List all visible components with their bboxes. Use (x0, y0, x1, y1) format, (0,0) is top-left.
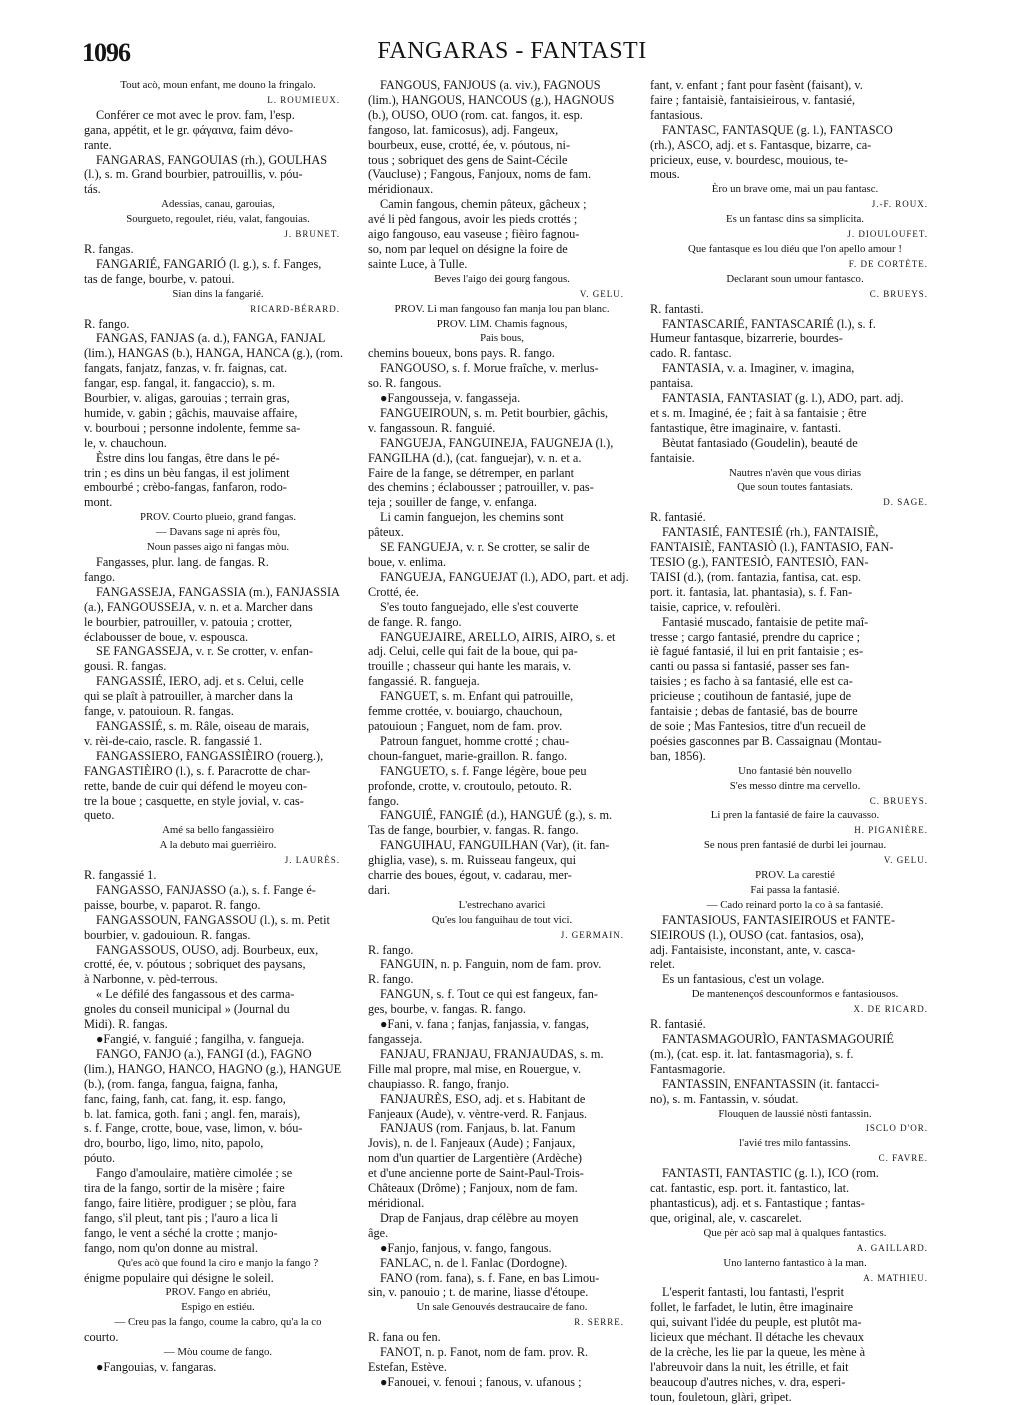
entry-text-line: fangats, fanjatz, fanzas, v. fr. faignas, cat. (84, 361, 288, 376)
entry-text-line: FANJAU, FRANJAU, FRANJAUDAS, s. m. (380, 1046, 604, 1061)
entry-text-line: fanc, faing, fanh, cat. fang, it. esp. fango, (84, 1091, 286, 1106)
entry-text-line: de fange. R. fango. (368, 614, 462, 629)
entry-text-line: boue, v. enlima. (368, 555, 447, 569)
entry-text-line: relet. (650, 957, 675, 972)
attribution-line: F. DE CORTÈTE. (848, 258, 928, 269)
entry-text-line: tás. (84, 182, 101, 197)
entry-text-line: v. fangassoun. R. fanguié. (368, 420, 496, 435)
quotation-line: PROV. LIM. Chamis fagnous, (436, 317, 568, 330)
entry-text-line: R. fangassié 1. (84, 868, 157, 883)
entry-text-line: que, original, ale, v. cascarelet. (650, 1210, 802, 1225)
entry-text-line: patouioun ; Fanguet, nom de fam. prov. (368, 718, 563, 733)
entry-text-line: FANGUETO, s. f. Fange légère, boue peu (380, 763, 587, 778)
entry-text-line: fangassié. R. fangueja. (368, 674, 480, 689)
entry-text-line: embourbé ; crèbo-fangas, fanfaron, rodo- (84, 480, 287, 495)
entry-text-line: paisse, bourbe, v. paparot. R. fango. (84, 897, 261, 912)
quotation-line: Nautres n'avèn que vous dirias (728, 466, 862, 479)
quotation-line: Que fantasque es lou diéu que l'on apello amour ! (688, 242, 902, 255)
entry-text-line: FANGASSOUN, FANGASSOU (l.), s. m. Petit (96, 912, 330, 927)
attribution-line: J.-F. ROUX. (871, 199, 928, 210)
entry-text-line: choun-fanguet, marie-graillon. R. fango. (368, 748, 568, 763)
entry-text-line: tas de fange, bourbe, v. patoui. (84, 271, 235, 286)
entry-text-line: le bourbier, patrouiller, v. patouia ; crotter, (84, 614, 293, 629)
entry-text-line: fango, faire litière, prodiguer ; se plòu, fara (84, 1195, 297, 1210)
entry-text-line: profonde, crotte, v. croutoulo, petouto. R. (368, 778, 572, 793)
attribution-line: A. MATHIEU. (863, 1272, 928, 1283)
entry-text-line: fantastique, être imaginaire, v. fantasti. (650, 420, 842, 435)
entry-text-line: ban, 1856). (650, 748, 706, 763)
entry-text-line: Fille mal propre, mal mise, en Rouergue, v. (368, 1061, 582, 1076)
entry-text-line: gnoles du conseil municipal » (Journal du (84, 1002, 290, 1017)
entry-text-line: et d'une ancienne porte de Saint-Paul-Trois- (368, 1166, 584, 1181)
entry-text-line: Bourbier, v. aligas, garouias ; terrain gras, (84, 391, 290, 406)
quotation-line: Beves l'aigo dei gourg fangous. (434, 272, 570, 285)
quotation-line: — Mòu coume de fango. (163, 1346, 273, 1359)
entry-text-line: faire ; fantaisiè, fantaisieirous, v. fantasié, (650, 92, 856, 107)
entry-text-line: FANTASSIN, ENFANTASSIN (it. fantacci- (662, 1076, 880, 1091)
entry-text-line: chaupiasso. R. fango, franjo. (368, 1076, 510, 1091)
entry-text-line: FANGARIÉ, FANGARIÓ (l. g.), s. f. Fanges, (96, 256, 322, 271)
entry-text-line: queto. (84, 808, 115, 823)
entry-text-line: adj. Celui, celle qui fait de la boue, qui pa- (368, 644, 578, 659)
entry-text-line: FANGASSIÉ, s. m. Râle, oiseau de marais, (96, 718, 310, 733)
entry-text-line: tresse ; cargo fantasié, prendre du caprice ; (650, 629, 861, 644)
entry-text-line: TESIO (g.), FANTESIÒ, FANTESIÒ, FAN- (650, 555, 869, 569)
entry-text-line: FANTASIA, FANTASIAT (g. l.), ADO, part. adj. (662, 391, 904, 406)
entry-text-line: R. fango. (368, 942, 414, 957)
quotation-line: Espigo en estiéu. (181, 1301, 255, 1314)
quotation-line: Sian dins la fangarié. (172, 287, 264, 300)
quotation-line: PROV. Fango en abriéu, (165, 1286, 271, 1299)
entry-text-line: chemins boueux, bons pays. R. fango. (368, 346, 555, 361)
entry-text-line: Camin fangous, chemin pâteux, gâcheux ; (380, 197, 587, 212)
entry-text-line: sin, v. panouio ; t. de marine, liasse d'étoupe. (368, 1285, 589, 1300)
entry-text-line: des chemins ; éclabousser ; patrouiller, v. pas- (368, 480, 594, 495)
quotation-line: PROV. Courto plueio, grand fangas. (139, 511, 297, 524)
entry-text-line: FANJAURÈS, ESO, adj. et s. Habitant de (380, 1091, 586, 1106)
entry-text-line: Midi). R. fangas. (84, 1017, 168, 1032)
attribution-line: J. BRUNET. (284, 229, 340, 240)
entry-text-line: teja ; souiller de fange, v. enfanga. (368, 495, 537, 510)
entry-text-line: trin ; es dins un bèu fangas, il est joliment (84, 465, 290, 480)
entry-text-line: FANTASIÉ, FANTESIÉ (rh.), FANTAISIÈ, (662, 525, 879, 540)
quotation-line: Èro un brave ome, mai un pau fantasc. (711, 183, 879, 196)
entry-text-line: de la crèche, les lie par la queue, les mène à (650, 1345, 866, 1360)
quotation-line: PROV. Li man fangouso fan manja lou pan blanc. (394, 302, 610, 315)
quotation-line: — Creu pas la fango, coume la cabro, qu'a la co (114, 1316, 322, 1329)
quotation-line: Pais bous, (480, 332, 524, 345)
entry-text-line: FANGAS, FANJAS (a. d.), FANGA, FANJAL (96, 331, 326, 346)
entry-text-line: fantasious. (650, 107, 703, 122)
entry-text-line: gana, appétit, et le gr. φάγαινα, faim dévo- (84, 122, 294, 137)
entry-text-line: Fango d'amoulaire, matière cimolée ; se (96, 1166, 293, 1181)
entry-text-line: taisie, caprice, v. refoulèri. (650, 599, 781, 614)
entry-text-line: R. fango. (84, 316, 130, 331)
attribution-line: V. GELU. (883, 855, 928, 866)
quotation-line: Que soun toutes fantasiats. (737, 481, 853, 494)
entry-text-line: FANGUEJA, FANGUINEJA, FAUGNEJA (l.), (380, 435, 614, 450)
entry-text-line: R. fantasié. (650, 510, 706, 525)
entry-text-line: bourbeux, euse, crotté, ée, v. póutous, ni- (368, 137, 571, 152)
entry-text-line: sainte Luce, à Tulle. (368, 256, 468, 271)
entry-text-line: Tas de fange, bourbier, v. fangas. R. fango. (368, 823, 579, 838)
entry-text-line: courto. (84, 1330, 119, 1345)
entry-text-line: phantasticus), adj. et s. Fantastique ; fantas- (650, 1195, 865, 1210)
entry-text-line: Châteaux (Drôme) ; Fanjoux, nom de fam. (368, 1181, 578, 1196)
entry-text-line: Èstre dins lou fangas, être dans le pé- (96, 450, 280, 465)
entry-text-line: Li camin fanguejon, les chemins sont (380, 510, 564, 525)
quotation-line: Uno lanterno fantastico à la man. (723, 1256, 867, 1269)
attribution-line: C. FAVRE. (878, 1153, 928, 1164)
entry-text-line: Crotté, ée. (368, 584, 419, 599)
attribution-line: R. SERRE. (574, 1317, 624, 1328)
entry-text-line: iè fagué fantasié, il lui en prit fantaisie ; es- (650, 644, 864, 659)
entry-text-line: méridional. (368, 1195, 425, 1210)
entry-text-line: Patroun fanguet, homme crotté ; chau- (380, 733, 570, 748)
entry-text-line: Jovis), n. de l. Fanjeaux (Aude) ; Fanjaux, (368, 1136, 576, 1151)
attribution-line: J. DIOULOUFET. (847, 229, 928, 240)
entry-text-line: tre la boue ; casquette, en style jovial, v. cas- (84, 793, 304, 808)
entry-text-line: pantaisa. (650, 376, 694, 391)
entry-text-line: dro, bourbo, ligo, limo, nito, papolo, (84, 1136, 264, 1151)
entry-text-line: (lim.), HANGO, HANCO, HAGNO (g.), HANGUE (84, 1061, 342, 1076)
entry-text-line: le, v. chauchoun. (84, 435, 167, 450)
entry-text-line: FANO (rom. fana), s. f. Fane, en bas Limou- (380, 1270, 600, 1285)
entry-text-line: fangar, esp. fangal, it. fangaccio), s. m. (84, 376, 276, 391)
entry-text-line: à Narbonne, v. pèd-terrous. (84, 972, 218, 987)
entry-text-line: Bèutat fantasiado (Goudelin), beauté de (662, 435, 858, 450)
quotation-line: Es un fantasc dins sa simplicita. (726, 213, 864, 226)
entry-text-line: fangasseja. (368, 1032, 423, 1046)
entry-text-line: fango. (84, 569, 116, 584)
quotation-line: PROV. La carestié (755, 869, 835, 882)
entry-text-line: poésies gasconnes par B. Cassaignau (Montau- (650, 733, 882, 748)
attribution-line: C. BRUEYS. (869, 795, 928, 806)
quotation-line: — Cado reinard porto la co à sa fantasié. (706, 898, 884, 911)
entry-text-line: FANGUET, s. m. Enfant qui patrouille, (380, 689, 574, 704)
attribution-line: ISCLO D'OR. (865, 1123, 928, 1134)
entry-text-line: FANGUN, s. f. Tout ce qui est fangeux, fan- (380, 987, 598, 1002)
entry-text-line: toun, fouletoun, glàri, grìpet. (650, 1389, 792, 1404)
entry-text-line: éclabousser de boue, v. espousca. (84, 629, 249, 644)
entry-text-line: port. it. fantasia, lat. phantasia), s. f. Fan- (650, 584, 853, 599)
entry-text-line: Estefan, Estève. (368, 1359, 447, 1374)
entry-text-line: mont. (84, 495, 113, 510)
entry-text-line: FANOT, n. p. Fanot, nom de fam. prov. R. (380, 1345, 589, 1360)
entry-text-line: licieux que méchant. Il détache les chevaux (650, 1330, 865, 1345)
entry-text-line: (b.), (rom. fanga, fangua, faigna, fanha, (84, 1076, 278, 1091)
entry-text-line: FANGASTIÈIRO (l.), s. f. Paracrotte de char- (84, 763, 311, 778)
quotation-line: — Davans sage ni après fòu, (155, 526, 281, 539)
entry-text-line: Fantasmagorie. (650, 1061, 726, 1076)
entry-text-line: fant, v. enfant ; fant pour fasènt (faisant), v. (650, 78, 863, 92)
entry-text-line: qui se plaît à patrouiller, à marcher dans la (84, 689, 293, 704)
entry-text-line: FANGUIN, n. p. Fanguin, nom de fam. prov. (380, 957, 602, 972)
entry-text-line: charrie des boues, égout, v. cadarau, mer- (368, 868, 572, 883)
entry-text-line: Fantasié muscado, fantaisie de petite maî- (662, 614, 869, 629)
entry-text-line: ●Fani, v. fana ; fanjas, fanjassia, v. fangas, (380, 1017, 590, 1032)
entry-text-line: (m.), (cat. esp. it. lat. fantasmagoria), s. f. (650, 1046, 854, 1061)
entry-text-line: rette, bande de cuir qui défend le moyeu con- (84, 778, 307, 793)
entry-text-line: FANGUEJA, FANGUEJAT (l.), ADO, part. et adj. (380, 569, 629, 584)
entry-text-line: L'esperit fantasti, lou fantasti, l'esprit (662, 1285, 845, 1300)
entry-text-line: humide, v. gabin ; gâchis, mauvaise affaire, (84, 405, 298, 420)
attribution-line: D. SAGE. (883, 497, 928, 508)
entry-text-line: crotté, ée, v. póutous ; sobriquet des paysans, (84, 957, 306, 972)
entry-text-line: FANGASSIÉ, IERO, adj. et s. Celui, celle (96, 674, 304, 689)
entry-text-line: ●Fangouias, v. fangaras. (96, 1359, 217, 1374)
entry-text-line: Humeur fantasque, bizarrerie, bourdes- (650, 331, 843, 346)
entry-text-line: FANTASC, FANTASQUE (g. l.), FANTASCO (662, 122, 893, 137)
attribution-line: X. DE RICARD. (853, 1004, 928, 1015)
entry-text-line: Conférer ce mot avec le prov. fam, l'esp. (96, 107, 295, 122)
entry-text-line: FANJAUS (rom. Fanjaus, b. lat. Fanum (380, 1121, 576, 1136)
entry-text-line: R. fango. (368, 972, 414, 987)
entry-text-line: FANTASIOUS, FANTASIEIROUS et FANTE- (662, 912, 896, 927)
quotation-line: Noun passes aigo ni fangas mòu. (146, 541, 290, 554)
entry-text-line: FANGUEIROUN, s. m. Petit bourbier, gâchis, (380, 405, 609, 420)
entry-text-line: trouille ; chasseur qui hante les marais, v. (368, 659, 572, 674)
entry-text-line: S'es touto fanguejado, elle s'est couverte (380, 599, 579, 614)
entry-text-line: pricieux, euse, v. bourdesc, mouious, te- (650, 152, 848, 167)
attribution-line: H. PIGANIÈRE. (854, 825, 928, 836)
entry-text-line: Fangasses, plur. lang. de fangas. R. (96, 555, 269, 569)
entry-text-line: beaucoup d'autres niches, v. dra, esperi- (650, 1374, 846, 1389)
page-number: 1096 (82, 38, 130, 67)
entry-text-line: FANGASSOUS, OUSO, adj. Bourbeux, eux, (96, 942, 319, 957)
entry-text-line: R. fana ou fen. (368, 1330, 441, 1345)
entry-text-line: mous. (650, 167, 680, 182)
entry-text-line: (lim.), HANGAS (b.), HANGA, HANCA (g.), (rom. (84, 346, 343, 361)
quotation-line: S'es messo dintre ma cervello. (729, 779, 861, 792)
quotation-line: Se nous pren fantasié de durbi lei journau. (703, 839, 887, 852)
entry-text-line: rante. (84, 137, 112, 152)
quotation-line: Flouquen de laussié nòstì fantassin. (718, 1107, 872, 1120)
quotation-line: Adessias, canau, garouias, (161, 198, 275, 211)
entry-text-line: FANGO, FANJO (a.), FANGI (d.), FAGNO (96, 1046, 312, 1061)
entry-text-line: FANGASSIERO, FANGASSIÈIRO (rouerg.), (96, 748, 324, 763)
entry-text-line: R. fantasti. (650, 301, 704, 316)
entry-text-line: Drap de Fanjaus, drap célèbre au moyen (380, 1210, 579, 1225)
entry-text-line: FANTASIA, v. a. Imaginer, v. imagina, (662, 361, 855, 376)
entry-text-line: SIEIROUS (l.), OUSO (cat. fantasios, osa), (650, 927, 864, 942)
entry-text-line: de soie ; Mas Fantesios, titre d'un recueil de (650, 718, 866, 733)
entry-text-line: FANGASSEJA, FANGASSIA (m.), FANJASSIA (96, 584, 340, 599)
entry-text-line: FANGOUS, FANJOUS (a. viv.), FAGNOUS (380, 78, 601, 92)
quotation-line: Amé sa bello fangassièiro (162, 824, 274, 837)
entry-text-line: fango, s'il pleut, tant pis ; l'auro a lica li (84, 1210, 278, 1225)
entry-text-line: SE FANGUEJA, v. r. Se crotter, se salir de (380, 540, 590, 555)
entry-text-line: fango, le vent a séché la crotte ; manjo- (84, 1225, 278, 1240)
entry-text-line: taisies ; es facho à sa fantasié, elle est ca- (650, 674, 853, 689)
entry-text-line: adj. Fantaisiste, inconstant, ante, v. casca- (650, 942, 856, 957)
running-head: FANGARAS - FANTASTI (377, 38, 647, 64)
entry-text-line: TAISI (d.), (rom. fantazia, fantisa, cat. esp. (650, 569, 862, 584)
entry-text-line: póuto. (84, 1151, 116, 1166)
quotation-line: Tout acò, moun enfant, me douno la fringalo. (120, 79, 316, 91)
quotation-line: Declarant soun umour fantasco. (726, 272, 864, 285)
entry-text-line: FANGASSO, FANJASSO (a.), s. f. Fange é- (96, 882, 316, 897)
entry-text-line: énigme populaire qui désigne le soleil. (84, 1270, 274, 1285)
quotation-line: Que pèr acò sap mal à qualques fantastics. (703, 1226, 887, 1239)
entry-text-line: fango, nom qu'on donne au mistral. (84, 1240, 258, 1255)
entry-text-line: FANTASTI, FANTASTIC (g. l.), ICO (rom. (662, 1166, 879, 1181)
entry-text-line: ges, bourbe, v. fangas. R. fango. (368, 1002, 526, 1017)
entry-text-line: so. R. fangous. (368, 376, 442, 391)
entry-text-line: méridionaux. (368, 182, 434, 197)
attribution-line: V. GELU. (579, 288, 624, 299)
entry-text-line: b. lat. famica, goth. fani ; angl. fen, marais), (84, 1106, 301, 1121)
entry-text-line: fantaisie ; debas de fantasié, bas de bourre (650, 704, 858, 719)
entry-text-line: SE FANGASSEJA, v. r. Se crotter, v. enfan- (96, 644, 313, 659)
entry-text-line: dari. (368, 882, 391, 897)
entry-text-line: ghiglia, vase), s. m. Ruisseau fangeux, qui (368, 853, 576, 868)
quotation-line: Un sale Genouvés destraucaire de fano. (416, 1301, 588, 1314)
entry-text-line: femme crottée, v. bouiargo, chauchoun, (368, 704, 563, 719)
quotation-line: De mantenençoś descounformos e fantasiousos. (691, 988, 899, 1001)
entry-text-line: FANTASCARIÉ, FANTASCARIÉ (l.), s. f. (662, 316, 876, 331)
quotation-line: Qu'es acò que found la ciro e manjo la fango ? (117, 1256, 319, 1269)
entry-text-line: « Le défilé des fangassous et des carma- (96, 987, 295, 1002)
entry-text-line: (Vaucluse) ; Fangous, Fanjoux, noms de fam. (368, 167, 592, 182)
entry-text-line: âge. (368, 1225, 389, 1240)
entry-text-line: (lim.), HANGOUS, HANCOUS (g.), HAGNOUS (368, 92, 615, 107)
attribution-line: L. ROUMIEUX. (267, 94, 340, 105)
entry-text-line: (b.), OUSO, OUO (rom. cat. fangos, it. esp. (368, 107, 583, 122)
entry-text-line: (l.), s. m. Grand bourbier, patrouillis, v. póu- (84, 167, 303, 182)
attribution-line: J. LAURÈS. (284, 855, 340, 866)
entry-text-line: canti ou passa si fantasié, passer ses fan- (650, 659, 850, 674)
quotation-line: A la debuto mai guerrièiro. (159, 839, 277, 852)
entry-text-line: pâteux. (368, 525, 404, 540)
entry-text-line: aigo fangouso, eau vaseuse ; fièiro fagnou- (368, 227, 580, 242)
entry-text-line: fangoso, lat. famicosus), adj. Fangeux, (368, 122, 559, 137)
entry-text-line: R. fangas. (84, 241, 134, 256)
entry-text-line: tira de la fango, sortir de la misère ; faire (84, 1181, 285, 1196)
entry-text-line: avé li pèd fangous, avoir les pieds crottés ; (368, 212, 578, 227)
entry-text-line: FANTASMAGOURÌO, FANTASMAGOURIÉ (662, 1032, 894, 1046)
entry-text-line: FANGUIHAU, FANGUILHAN (Var), (it. fan- (380, 838, 610, 853)
column-middle (368, 78, 636, 1390)
entry-text-line: fange, v. patouioun. R. fangas. (84, 704, 234, 719)
quotation-line: Sourgueto, regoulet, riéu, valat, fangouias. (126, 213, 310, 226)
entry-text-line: follet, le farfadet, le lutin, être imaginaire (650, 1300, 854, 1315)
entry-text-line: cat. fantastic, esp. port. it. fantastico, lat. (650, 1181, 850, 1196)
entry-text-line: pricieuse ; coutihoun de fantasié, jupe de (650, 689, 852, 704)
entry-text-line: ●Fangousseja, v. fangasseja. (380, 391, 521, 406)
entry-text-line: ●Fanjo, fanjous, v. fango, fangous. (380, 1240, 552, 1255)
entry-text-line: v. rèi-de-caio, rascle. R. fangassié 1. (84, 733, 263, 748)
entry-text-line: so, nom par lequel on désigne la foire de (368, 241, 568, 256)
entry-text-line: nom d'un quartier de Largentière (Ardèche) (368, 1151, 583, 1166)
quotation-line: Qu'es lou fanguihau de tout vici. (431, 913, 573, 926)
entry-text-line: qui, suivant l'idée du peuple, est plutôt ma- (650, 1315, 862, 1330)
entry-text-line: gousi. R. fangas. (84, 659, 167, 674)
entry-text-line: FANTAISIÈ, FANTASIÒ (l.), FANTASIO, FAN- (650, 540, 894, 555)
entry-text-line: FANGARAS, FANGOUIAS (rh.), GOULHAS (96, 152, 328, 167)
quotation-line: L'estrechano avarici (458, 898, 546, 911)
column-right (650, 78, 940, 1405)
entry-text-line: (a.), FANGOUSSEJA, v. n. et a. Marcher dans (84, 599, 313, 614)
column-left (84, 78, 352, 1375)
entry-text-line: Es un fantasious, c'est un volage. (662, 972, 825, 987)
quotation-line: Fai passa la fantasié. (750, 883, 840, 896)
entry-text-line: ●Fanouei, v. fenoui ; fanous, v. ufanous ; (380, 1374, 582, 1389)
quotation-line: l'avié tres milo fantassins. (739, 1137, 851, 1150)
entry-text-line: no), s. m. Fantassin, v. sóudat. (650, 1091, 799, 1106)
entry-text-line: Fanjeaux (Aude), v. vèntre-verd. R. Fanjaus. (368, 1106, 588, 1121)
entry-text-line: (rh.), ASCO, adj. et s. Fantasque, bizarre, ca- (650, 137, 872, 152)
entry-text-line: FANLAC, n. de l. Fanlac (Dordogne). (380, 1255, 568, 1270)
entry-text-line: tous ; sobriquet des gens de Saint-Cécile (368, 152, 568, 167)
entry-text-line: bourbier, v. gadouioun. R. fangas. (84, 927, 251, 942)
entry-text-line: FANGILHA (d.), (cat. fanguejar), v. n. et a. (368, 450, 582, 465)
quotation-line: Li pren la fantasié de faire la cauvasso. (710, 809, 880, 822)
entry-text-line: fango. (368, 793, 400, 808)
entry-text-line: et s. m. Imaginé, ée ; fait à sa fantaisie ; être (650, 405, 867, 420)
attribution-line: RICARD-BÉRARD. (250, 303, 340, 314)
entry-text-line: FANGUIÉ, FANGIÉ (d.), HANGUÉ (g.), s. m. (380, 808, 613, 823)
entry-text-line: fantaisie. (650, 450, 695, 465)
quotation-line: Uno fantasié bèn nouvello (738, 764, 852, 777)
attribution-line: J. GERMAIN. (560, 929, 624, 940)
entry-text-line: FANGUEJAIRE, ARELLO, AIRIS, AIRO, s. et (380, 629, 616, 644)
attribution-line: A. GAILLARD. (856, 1242, 928, 1253)
entry-text-line: s. f. Fange, crotte, boue, vase, limon, v. bóu- (84, 1121, 303, 1136)
entry-text-line: v. bourboui ; personne indolente, femme sa- (84, 420, 301, 435)
entry-text-line: R. fantasié. (650, 1017, 706, 1032)
entry-text-line: FANGOUSO, s. f. Morue fraîche, v. merlus- (380, 361, 599, 376)
entry-text-line: cado. R. fantasc. (650, 346, 732, 361)
entry-text-line: ●Fangié, v. fanguié ; fangilha, v. fangueja. (96, 1032, 305, 1046)
entry-text-line: Faire de la fange, se détremper, en parlant (368, 465, 575, 480)
attribution-line: C. BRUEYS. (869, 288, 928, 299)
entry-text-line: l'abreuvoir dans la nuit, les étrille, et fait (650, 1359, 849, 1374)
